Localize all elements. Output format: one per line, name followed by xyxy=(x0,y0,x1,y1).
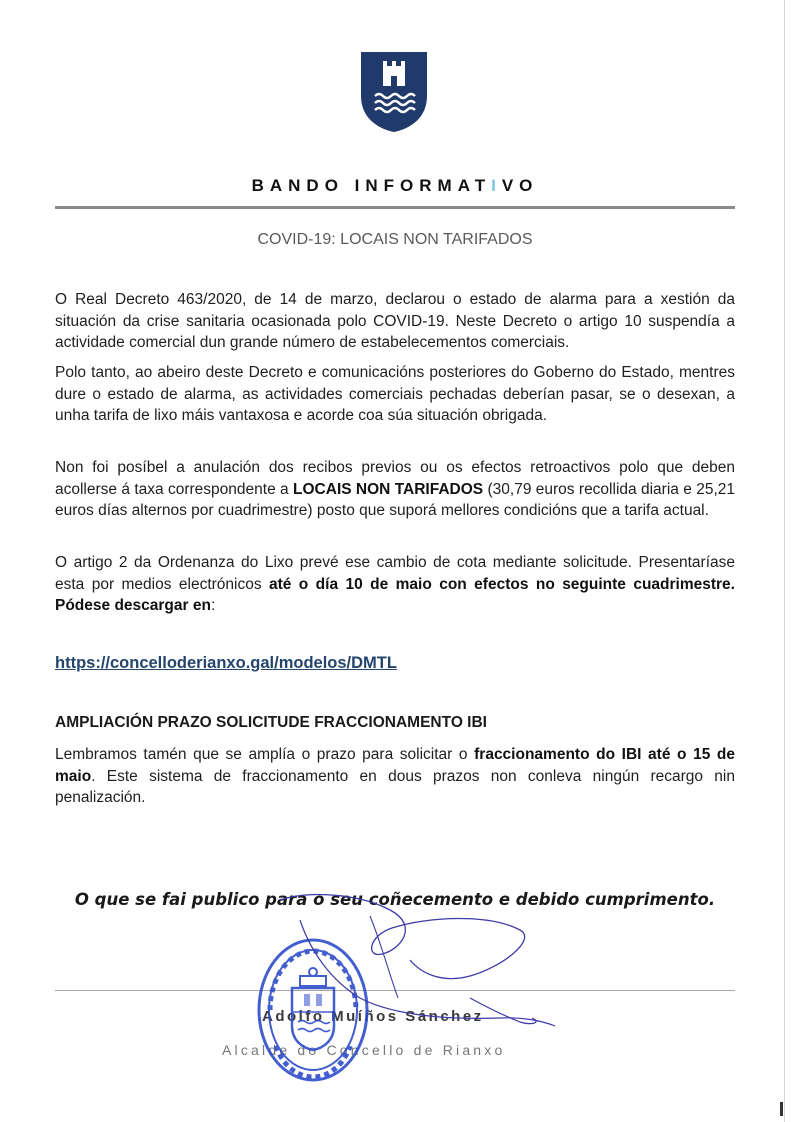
signer-role: Alcalde do Concello de Rianxo xyxy=(222,1042,506,1058)
closing-statement: O que se fai publico para o seu coñecemento e debido cumprimento. xyxy=(74,890,716,909)
paragraph-ibi: Lembramos tamén que se amplía o prazo para solicitar o fraccionamento do IBI até o 15 de maio. Este sistema de fraccionamento en dous prazos non conleva ningún recargo nin penalización. xyxy=(55,746,736,806)
paragraph-decree: O Real Decreto 463/2020, de 14 de marzo, declarou o estado de alarma para a xestión da situación da crise sanitaria ocasionada polo COVID-19. Neste Decreto o artigo 10 suspendía a actividade comercial dun grande número de estabelecementos comerciais. xyxy=(55,291,735,351)
paragraph-tariff: Polo tanto, ao abeiro deste Decreto e comunicacións posteriores do Goberno do Estado, mentres dure o estado de alarma, as actividades comerciais pechadas deberían pasar, se o desexan, a unha tarifa de lixo máis vantaxosa e acorde coa súa situación obrigada. xyxy=(55,364,735,424)
paragraph-application: O artigo 2 da Ordenanza do Lixo prevé ese cambio de cota mediante solicitude. Presentaríase esta por medios electrónicos até o día 10 de maio con efectos no seguinte cuadrimestre. Pódese descargar en: xyxy=(55,554,735,614)
section-heading-ibi: AMPLIACIÓN PRAZO SOLICITUDE FRACCIONAMENTO IBI xyxy=(55,714,487,731)
signer-name: Adolfo Muíños Sánchez xyxy=(262,1008,484,1025)
document-title: BANDO INFORMATIVO xyxy=(251,176,539,195)
document-subtitle: COVID-19: LOCAIS NON TARIFADOS xyxy=(257,231,533,248)
page-edge xyxy=(784,0,785,1122)
paragraph-untariffed: Non foi posíbel a anulación dos recibos previos ou os efectos retroactivos polo que deben acollerse á taxa correspondente a LOCAIS NON TARIFADOS (30,79 euros recollida diaria e 25,21 euros días alternos por cuadrimestre) posto que suporá mellores condicións que a tarifa actual. xyxy=(55,459,735,519)
municipal-crest-icon xyxy=(361,52,427,132)
download-link[interactable]: https://concelloderianxo.gal/modelos/DMTL xyxy=(55,654,397,672)
page-edge-mark xyxy=(780,1102,783,1116)
handwritten-signature xyxy=(270,880,560,1030)
title-divider xyxy=(55,206,735,209)
